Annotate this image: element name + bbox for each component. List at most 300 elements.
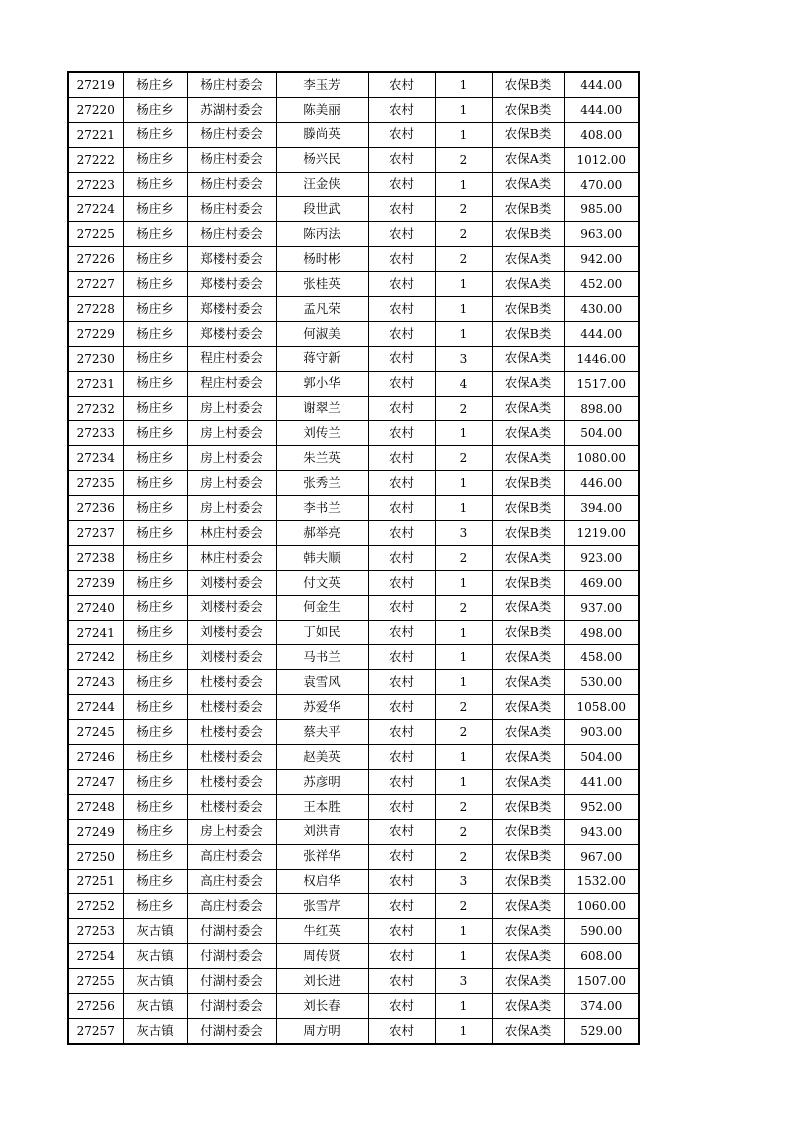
table-row (68, 197, 639, 222)
table-row (68, 969, 639, 994)
town-cell: 杨庄乡 (123, 720, 187, 745)
record-id-cell: 27230 (68, 346, 123, 371)
record-id-cell: 27241 (68, 620, 123, 645)
member-count-cell: 3 (435, 969, 492, 994)
member-count-cell: 4 (435, 371, 492, 396)
category-cell: 农保B类 (492, 222, 564, 247)
town-cell: 杨庄乡 (123, 222, 187, 247)
person-name-cell: 牛红英 (276, 919, 368, 944)
person-name-cell: 丁如民 (276, 620, 368, 645)
member-count-cell: 1 (435, 421, 492, 446)
household-type-cell: 农村 (368, 297, 435, 322)
member-count-cell: 2 (435, 446, 492, 471)
village-cell: 杜楼村委会 (187, 769, 276, 794)
person-name-cell: 陈美丽 (276, 97, 368, 122)
table-row (68, 695, 639, 720)
village-cell: 刘楼村委会 (187, 595, 276, 620)
village-cell: 付湖村委会 (187, 919, 276, 944)
town-cell: 杨庄乡 (123, 396, 187, 421)
village-cell: 高庄村委会 (187, 869, 276, 894)
village-cell: 杜楼村委会 (187, 720, 276, 745)
table-row (68, 272, 639, 297)
town-cell: 杨庄乡 (123, 172, 187, 197)
member-count-cell: 1 (435, 769, 492, 794)
record-id-cell: 27221 (68, 122, 123, 147)
village-cell: 郑楼村委会 (187, 297, 276, 322)
amount-cell: 608.00 (564, 944, 639, 969)
village-cell: 郑楼村委会 (187, 272, 276, 297)
member-count-cell: 2 (435, 894, 492, 919)
village-cell: 杜楼村委会 (187, 745, 276, 770)
household-type-cell: 农村 (368, 247, 435, 272)
category-cell: 农保A类 (492, 545, 564, 570)
person-name-cell: 朱兰英 (276, 446, 368, 471)
table-row (68, 122, 639, 147)
table-row (68, 894, 639, 919)
amount-cell: 985.00 (564, 197, 639, 222)
household-type-cell: 农村 (368, 869, 435, 894)
person-name-cell: 张秀兰 (276, 471, 368, 496)
household-type-cell: 农村 (368, 122, 435, 147)
table-row (68, 819, 639, 844)
amount-cell: 498.00 (564, 620, 639, 645)
amount-cell: 1058.00 (564, 695, 639, 720)
table-row (68, 769, 639, 794)
person-name-cell: 杨兴民 (276, 147, 368, 172)
member-count-cell: 1 (435, 645, 492, 670)
member-count-cell: 2 (435, 720, 492, 745)
amount-cell: 1446.00 (564, 346, 639, 371)
member-count-cell: 1 (435, 122, 492, 147)
household-type-cell: 农村 (368, 695, 435, 720)
category-cell: 农保A类 (492, 919, 564, 944)
amount-cell: 937.00 (564, 595, 639, 620)
household-type-cell: 农村 (368, 993, 435, 1018)
village-cell: 房上村委会 (187, 396, 276, 421)
table-row (68, 371, 639, 396)
member-count-cell: 1 (435, 993, 492, 1018)
table-row (68, 321, 639, 346)
category-cell: 农保A类 (492, 595, 564, 620)
household-type-cell: 农村 (368, 545, 435, 570)
person-name-cell: 周传贤 (276, 944, 368, 969)
household-type-cell: 农村 (368, 496, 435, 521)
town-cell: 杨庄乡 (123, 321, 187, 346)
amount-cell: 444.00 (564, 72, 639, 97)
town-cell: 杨庄乡 (123, 745, 187, 770)
member-count-cell: 2 (435, 222, 492, 247)
household-type-cell: 农村 (368, 521, 435, 546)
person-name-cell: 孟凡荣 (276, 297, 368, 322)
category-cell: 农保B类 (492, 122, 564, 147)
household-type-cell: 农村 (368, 147, 435, 172)
category-cell: 农保B类 (492, 794, 564, 819)
household-type-cell: 农村 (368, 446, 435, 471)
record-id-cell: 27228 (68, 297, 123, 322)
person-name-cell: 蔡夫平 (276, 720, 368, 745)
category-cell: 农保A类 (492, 695, 564, 720)
record-id-cell: 27255 (68, 969, 123, 994)
table-row (68, 869, 639, 894)
member-count-cell: 3 (435, 869, 492, 894)
town-cell: 灰古镇 (123, 969, 187, 994)
person-name-cell: 何淑美 (276, 321, 368, 346)
household-type-cell: 农村 (368, 720, 435, 745)
town-cell: 杨庄乡 (123, 521, 187, 546)
village-cell: 房上村委会 (187, 421, 276, 446)
table-row (68, 147, 639, 172)
table-row (68, 471, 639, 496)
amount-cell: 923.00 (564, 545, 639, 570)
village-cell: 程庄村委会 (187, 371, 276, 396)
record-id-cell: 27253 (68, 919, 123, 944)
record-id-cell: 27247 (68, 769, 123, 794)
village-cell: 杨庄村委会 (187, 72, 276, 97)
table-row (68, 97, 639, 122)
category-cell: 农保B类 (492, 97, 564, 122)
table-row (68, 745, 639, 770)
record-id-cell: 27227 (68, 272, 123, 297)
person-name-cell: 周方明 (276, 1018, 368, 1043)
village-cell: 杨庄村委会 (187, 172, 276, 197)
member-count-cell: 1 (435, 97, 492, 122)
amount-cell: 444.00 (564, 321, 639, 346)
amount-cell: 458.00 (564, 645, 639, 670)
household-type-cell: 农村 (368, 620, 435, 645)
amount-cell: 942.00 (564, 247, 639, 272)
table-row (68, 172, 639, 197)
town-cell: 杨庄乡 (123, 197, 187, 222)
record-id-cell: 27224 (68, 197, 123, 222)
household-type-cell: 农村 (368, 570, 435, 595)
town-cell: 杨庄乡 (123, 446, 187, 471)
village-cell: 杨庄村委会 (187, 147, 276, 172)
person-name-cell: 苏爱华 (276, 695, 368, 720)
records-table (67, 71, 640, 1045)
record-id-cell: 27248 (68, 794, 123, 819)
household-type-cell: 农村 (368, 769, 435, 794)
amount-cell: 430.00 (564, 297, 639, 322)
member-count-cell: 1 (435, 496, 492, 521)
record-id-cell: 27251 (68, 869, 123, 894)
person-name-cell: 李书兰 (276, 496, 368, 521)
record-id-cell: 27249 (68, 819, 123, 844)
member-count-cell: 1 (435, 1018, 492, 1043)
person-name-cell: 张祥华 (276, 844, 368, 869)
town-cell: 杨庄乡 (123, 371, 187, 396)
record-id-cell: 27238 (68, 545, 123, 570)
village-cell: 林庄村委会 (187, 521, 276, 546)
record-id-cell: 27236 (68, 496, 123, 521)
category-cell: 农保A类 (492, 371, 564, 396)
table-row (68, 595, 639, 620)
person-name-cell: 马书兰 (276, 645, 368, 670)
record-id-cell: 27242 (68, 645, 123, 670)
amount-cell: 963.00 (564, 222, 639, 247)
village-cell: 杨庄村委会 (187, 222, 276, 247)
person-name-cell: 李玉芳 (276, 72, 368, 97)
village-cell: 房上村委会 (187, 496, 276, 521)
person-name-cell: 刘长春 (276, 993, 368, 1018)
amount-cell: 590.00 (564, 919, 639, 944)
person-name-cell: 何金生 (276, 595, 368, 620)
table-row (68, 521, 639, 546)
village-cell: 房上村委会 (187, 819, 276, 844)
table-row (68, 944, 639, 969)
record-id-cell: 27220 (68, 97, 123, 122)
table-row (68, 247, 639, 272)
person-name-cell: 赵美英 (276, 745, 368, 770)
town-cell: 杨庄乡 (123, 471, 187, 496)
member-count-cell: 2 (435, 595, 492, 620)
town-cell: 杨庄乡 (123, 620, 187, 645)
village-cell: 杜楼村委会 (187, 695, 276, 720)
member-count-cell: 3 (435, 346, 492, 371)
record-id-cell: 27240 (68, 595, 123, 620)
member-count-cell: 2 (435, 819, 492, 844)
village-cell: 高庄村委会 (187, 844, 276, 869)
category-cell: 农保B类 (492, 869, 564, 894)
household-type-cell: 农村 (368, 670, 435, 695)
town-cell: 杨庄乡 (123, 869, 187, 894)
member-count-cell: 2 (435, 396, 492, 421)
amount-cell: 446.00 (564, 471, 639, 496)
village-cell: 高庄村委会 (187, 894, 276, 919)
amount-cell: 967.00 (564, 844, 639, 869)
village-cell: 付湖村委会 (187, 993, 276, 1018)
household-type-cell: 农村 (368, 919, 435, 944)
member-count-cell: 2 (435, 794, 492, 819)
table-row (68, 794, 639, 819)
person-name-cell: 段世武 (276, 197, 368, 222)
amount-cell: 1532.00 (564, 869, 639, 894)
table-row (68, 570, 639, 595)
person-name-cell: 张桂英 (276, 272, 368, 297)
category-cell: 农保B类 (492, 620, 564, 645)
person-name-cell: 付文英 (276, 570, 368, 595)
record-id-cell: 27250 (68, 844, 123, 869)
record-id-cell: 27232 (68, 396, 123, 421)
record-id-cell: 27225 (68, 222, 123, 247)
category-cell: 农保A类 (492, 272, 564, 297)
category-cell: 农保B类 (492, 197, 564, 222)
member-count-cell: 2 (435, 197, 492, 222)
household-type-cell: 农村 (368, 272, 435, 297)
household-type-cell: 农村 (368, 321, 435, 346)
amount-cell: 452.00 (564, 272, 639, 297)
household-type-cell: 农村 (368, 97, 435, 122)
town-cell: 杨庄乡 (123, 769, 187, 794)
category-cell: 农保B类 (492, 471, 564, 496)
records-body (68, 72, 639, 1044)
category-cell: 农保A类 (492, 944, 564, 969)
town-cell: 灰古镇 (123, 919, 187, 944)
table-row (68, 446, 639, 471)
table-row (68, 620, 639, 645)
amount-cell: 1507.00 (564, 969, 639, 994)
category-cell: 农保B类 (492, 844, 564, 869)
household-type-cell: 农村 (368, 844, 435, 869)
town-cell: 灰古镇 (123, 944, 187, 969)
category-cell: 农保A类 (492, 769, 564, 794)
village-cell: 郑楼村委会 (187, 247, 276, 272)
town-cell: 杨庄乡 (123, 421, 187, 446)
household-type-cell: 农村 (368, 346, 435, 371)
village-cell: 杜楼村委会 (187, 794, 276, 819)
table-row (68, 421, 639, 446)
category-cell: 农保A类 (492, 346, 564, 371)
village-cell: 房上村委会 (187, 446, 276, 471)
person-name-cell: 刘长进 (276, 969, 368, 994)
town-cell: 灰古镇 (123, 993, 187, 1018)
member-count-cell: 1 (435, 670, 492, 695)
category-cell: 农保A类 (492, 446, 564, 471)
person-name-cell: 权启华 (276, 869, 368, 894)
category-cell: 农保A类 (492, 993, 564, 1018)
category-cell: 农保A类 (492, 247, 564, 272)
village-cell: 付湖村委会 (187, 1018, 276, 1043)
household-type-cell: 农村 (368, 421, 435, 446)
member-count-cell: 3 (435, 521, 492, 546)
town-cell: 杨庄乡 (123, 97, 187, 122)
person-name-cell: 杨时彬 (276, 247, 368, 272)
record-id-cell: 27254 (68, 944, 123, 969)
table-row (68, 72, 639, 97)
record-id-cell: 27245 (68, 720, 123, 745)
person-name-cell: 郝举亮 (276, 521, 368, 546)
table-row (68, 670, 639, 695)
member-count-cell: 1 (435, 570, 492, 595)
member-count-cell: 1 (435, 471, 492, 496)
amount-cell: 1012.00 (564, 147, 639, 172)
person-name-cell: 苏彦明 (276, 769, 368, 794)
amount-cell: 1060.00 (564, 894, 639, 919)
village-cell: 付湖村委会 (187, 944, 276, 969)
record-id-cell: 27237 (68, 521, 123, 546)
member-count-cell: 1 (435, 172, 492, 197)
category-cell: 农保A类 (492, 1018, 564, 1043)
amount-cell: 504.00 (564, 745, 639, 770)
record-id-cell: 27246 (68, 745, 123, 770)
person-name-cell: 刘传兰 (276, 421, 368, 446)
village-cell: 郑楼村委会 (187, 321, 276, 346)
town-cell: 杨庄乡 (123, 122, 187, 147)
town-cell: 杨庄乡 (123, 72, 187, 97)
town-cell: 杨庄乡 (123, 297, 187, 322)
table-row (68, 496, 639, 521)
amount-cell: 530.00 (564, 670, 639, 695)
member-count-cell: 2 (435, 147, 492, 172)
category-cell: 农保A类 (492, 745, 564, 770)
person-name-cell: 滕尚英 (276, 122, 368, 147)
member-count-cell: 1 (435, 919, 492, 944)
person-name-cell: 王本胜 (276, 794, 368, 819)
category-cell: 农保A类 (492, 720, 564, 745)
person-name-cell: 郭小华 (276, 371, 368, 396)
village-cell: 程庄村委会 (187, 346, 276, 371)
person-name-cell: 刘洪青 (276, 819, 368, 844)
table-row (68, 346, 639, 371)
record-id-cell: 27257 (68, 1018, 123, 1043)
amount-cell: 943.00 (564, 819, 639, 844)
category-cell: 农保A类 (492, 894, 564, 919)
amount-cell: 1517.00 (564, 371, 639, 396)
category-cell: 农保A类 (492, 670, 564, 695)
town-cell: 杨庄乡 (123, 247, 187, 272)
table-row (68, 1018, 639, 1043)
town-cell: 杨庄乡 (123, 645, 187, 670)
member-count-cell: 1 (435, 321, 492, 346)
member-count-cell: 2 (435, 545, 492, 570)
household-type-cell: 农村 (368, 819, 435, 844)
town-cell: 灰古镇 (123, 1018, 187, 1043)
amount-cell: 444.00 (564, 97, 639, 122)
member-count-cell: 1 (435, 620, 492, 645)
town-cell: 杨庄乡 (123, 272, 187, 297)
category-cell: 农保B类 (492, 570, 564, 595)
table-row (68, 993, 639, 1018)
town-cell: 杨庄乡 (123, 570, 187, 595)
town-cell: 杨庄乡 (123, 545, 187, 570)
category-cell: 农保B类 (492, 72, 564, 97)
record-id-cell: 27219 (68, 72, 123, 97)
household-type-cell: 农村 (368, 794, 435, 819)
amount-cell: 394.00 (564, 496, 639, 521)
household-type-cell: 农村 (368, 745, 435, 770)
village-cell: 付湖村委会 (187, 969, 276, 994)
record-id-cell: 27243 (68, 670, 123, 695)
town-cell: 杨庄乡 (123, 670, 187, 695)
record-id-cell: 27234 (68, 446, 123, 471)
person-name-cell: 谢翠兰 (276, 396, 368, 421)
person-name-cell: 袁雪风 (276, 670, 368, 695)
household-type-cell: 农村 (368, 595, 435, 620)
village-cell: 刘楼村委会 (187, 570, 276, 595)
household-type-cell: 农村 (368, 894, 435, 919)
person-name-cell: 陈丙法 (276, 222, 368, 247)
record-id-cell: 27256 (68, 993, 123, 1018)
household-type-cell: 农村 (368, 172, 435, 197)
category-cell: 农保A类 (492, 147, 564, 172)
category-cell: 农保B类 (492, 521, 564, 546)
town-cell: 杨庄乡 (123, 496, 187, 521)
table-row (68, 396, 639, 421)
member-count-cell: 1 (435, 72, 492, 97)
member-count-cell: 1 (435, 745, 492, 770)
table-row (68, 222, 639, 247)
amount-cell: 441.00 (564, 769, 639, 794)
household-type-cell: 农村 (368, 72, 435, 97)
member-count-cell: 1 (435, 272, 492, 297)
town-cell: 杨庄乡 (123, 147, 187, 172)
member-count-cell: 1 (435, 944, 492, 969)
village-cell: 杨庄村委会 (187, 122, 276, 147)
amount-cell: 898.00 (564, 396, 639, 421)
household-type-cell: 农村 (368, 371, 435, 396)
household-type-cell: 农村 (368, 197, 435, 222)
amount-cell: 1219.00 (564, 521, 639, 546)
village-cell: 林庄村委会 (187, 545, 276, 570)
town-cell: 杨庄乡 (123, 894, 187, 919)
household-type-cell: 农村 (368, 471, 435, 496)
town-cell: 杨庄乡 (123, 844, 187, 869)
amount-cell: 1080.00 (564, 446, 639, 471)
record-id-cell: 27231 (68, 371, 123, 396)
household-type-cell: 农村 (368, 645, 435, 670)
village-cell: 刘楼村委会 (187, 620, 276, 645)
person-name-cell: 张雪芹 (276, 894, 368, 919)
village-cell: 刘楼村委会 (187, 645, 276, 670)
